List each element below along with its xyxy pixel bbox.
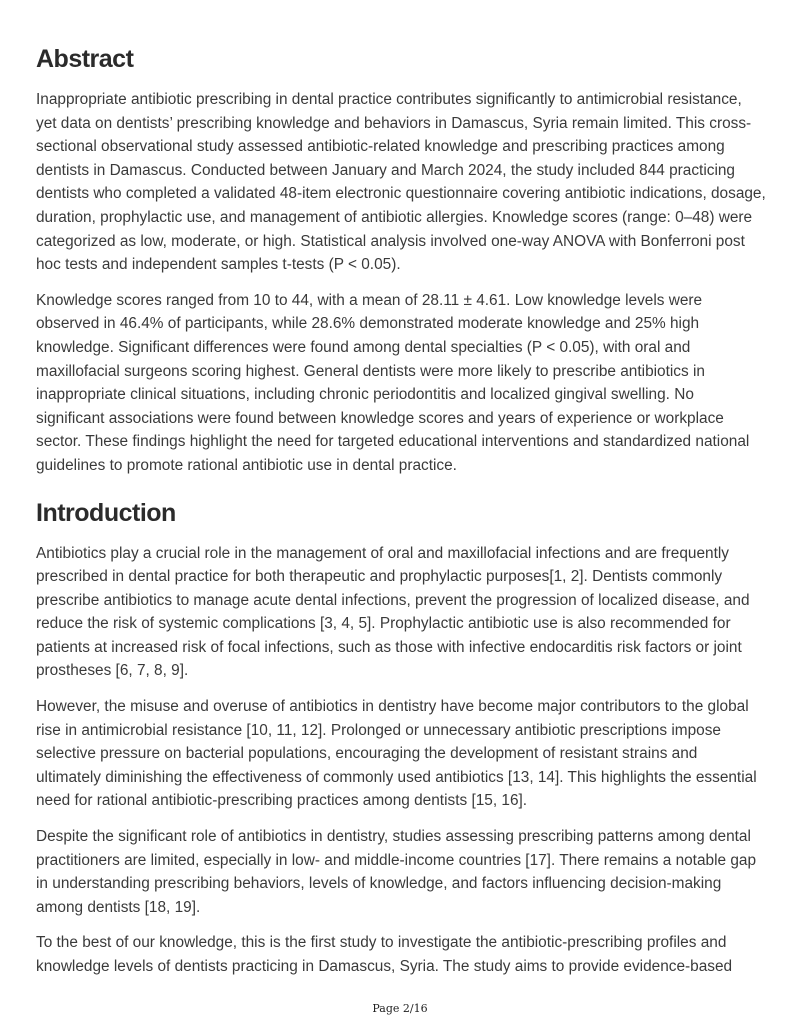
introduction-paragraph-3: Despite the significant role of antibiotics in dentistry, studies assessing prescribing patterns among dental practitioners are limited, especially in low- and middle-income countries [17]. There remains a notable gap in understanding prescribing behaviors, levels of knowledge, and factors influencing decision-making among dentists [18, 19].: [36, 828, 757, 916]
document-page: [36, 40, 766, 991]
page-number: Page 2/16: [372, 1002, 428, 1015]
introduction-paragraph-1: Antibiotics play a crucial role in the management of oral and maxillofacial infections and are frequently prescribed in dental practice for both therapeutic and prophylactic purposes[1, 2]. Dentists commonly prescribe antibiotics to manage acute dental infections, prevent the progression of localized disease, and reduce the risk of systemic complications [3, 4, 5]. Prophylactic antibiotic use is also recommended for patients at increased risk of focal infections, such as those with infective endocarditis risk factors or joint prostheses [6, 7, 8, 9].: [36, 544, 750, 680]
introduction-section: [36, 494, 766, 979]
introduction-heading: Introduction: [36, 498, 176, 527]
introduction-paragraph-2: However, the misuse and overuse of antibiotics in dentistry have become major contributors to the global rise in antimicrobial resistance [10, 11, 12]. Prolonged or unnecessary antibiotic prescriptions impose selective pressure on bacterial populations, encouraging the development of resistant strains and ultimately diminishing the effectiveness of commonly used antibiotics [13, 14]. This highlights the essential need for rational antibiotic-prescribing practices among dentists [15, 16].: [36, 698, 757, 810]
introduction-paragraph-4: To the best of our knowledge, this is the first study to investigate the antibiotic-prescribing profiles and knowledge levels of dentists practicing in Damascus, Syria. The study aims to provide evidence-based: [36, 934, 733, 975]
abstract-paragraph-2: Knowledge scores ranged from 10 to 44, with a mean of 28.11 ± 4.61. Low knowledge levels were observed in 46.4% of participants, while 28.6% demonstrated moderate knowledge and 25% high knowledge. Significant differences were found among dental specialties (P < 0.05), with oral and maxillofacial surgeons scoring highest. General dentists were more likely to prescribe antibiotics in inappropriate clinical situations, including chronic periodontitis and localized gingival swelling. No significant associations were found between knowledge scores and years of experience or workplace sector. These findings highlight the need for targeted educational interventions and standardized national guidelines to promote rational antibiotic use in dental practice.: [36, 291, 750, 474]
abstract-paragraph-1: Inappropriate antibiotic prescribing in dental practice contributes significantly to antimicrobial resistance, yet data on dentists’ prescribing knowledge and behaviors in Damascus, Syria remain limited. This cross-sectional observational study assessed antibiotic-related knowledge and prescribing practices among dentists in Damascus. Conducted between January and March 2024, the study included 844 practicing dentists who completed a validated 48-item electronic questionnaire covering antibiotic indications, dosage, duration, prophylactic use, and management of antibiotic allergies. Knowledge scores (range: 0–48) were categorized as low, moderate, or high. Statistical analysis involved one-way ANOVA with Bonferroni post hoc tests and independent samples t-tests (P < 0.05).: [36, 91, 766, 274]
abstract-section: [36, 40, 766, 478]
abstract-heading: Abstract: [36, 45, 134, 73]
